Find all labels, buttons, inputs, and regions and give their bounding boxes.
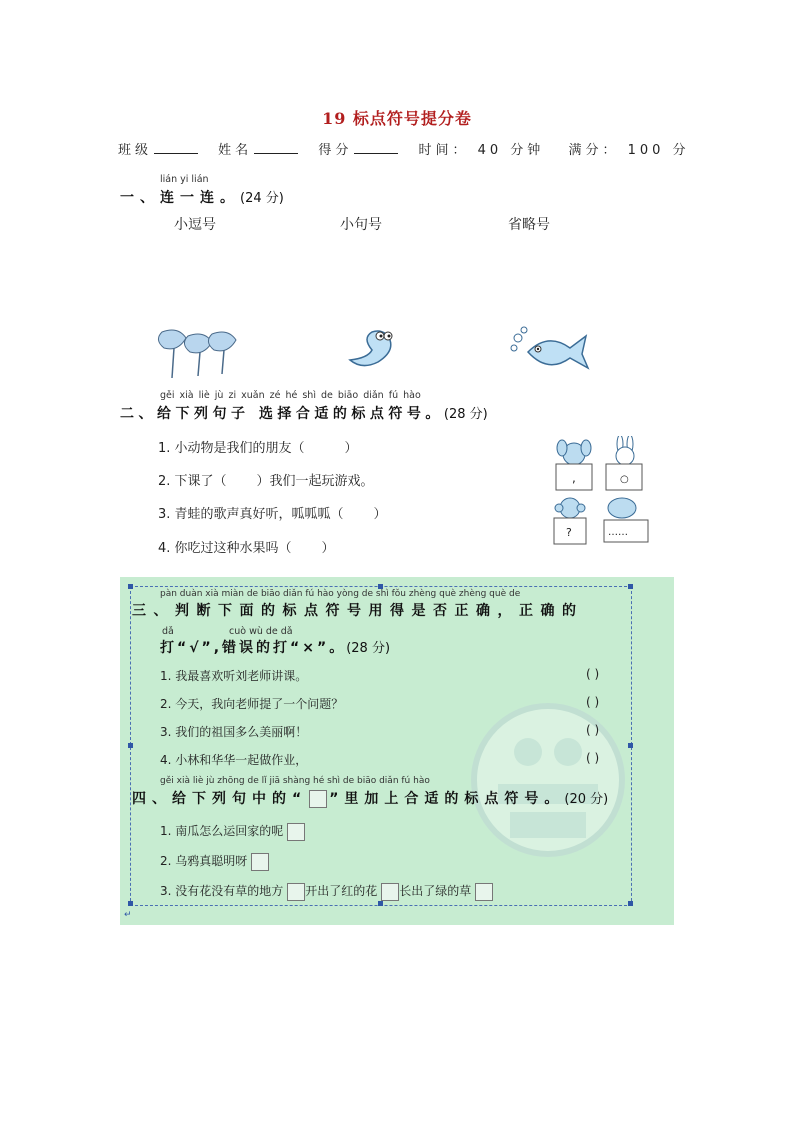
full-label: 满分： xyxy=(568,143,620,158)
label-ellipsis: 省略号 xyxy=(508,217,550,233)
resize-handle-mr[interactable] xyxy=(628,743,633,748)
section3-score: (28 分) xyxy=(346,641,391,656)
s2-item-3: 3. 青蛙的歌声真好听，呱呱呱（ ） xyxy=(158,507,387,522)
resize-handle-br[interactable] xyxy=(628,901,633,906)
section2-score: (28 分) xyxy=(443,407,488,422)
paragraph-mark-icon: ↵ xyxy=(124,910,132,920)
score-blank[interactable] xyxy=(354,141,398,154)
label-period: 小句号 xyxy=(340,217,382,233)
s4-item-2: 2. 乌鸦真聪明呀 xyxy=(160,852,269,871)
section1-pinyin: lián yi lián xyxy=(160,174,209,185)
s3-item-1: 1. 我最喜欢听刘老师讲课。 xyxy=(160,669,308,683)
section3-pinyin-1: pàn duàn xià miàn de biāo diǎn fú hào yòng de shì fǒu zhèng què zhèng què de xyxy=(160,589,521,599)
answer-box-1[interactable] xyxy=(287,823,305,841)
rabbit-icon xyxy=(606,436,642,490)
resize-handle-ml[interactable] xyxy=(128,743,133,748)
resize-handle-bl[interactable] xyxy=(128,901,133,906)
s3-item-4: 4. 小林和华华一起做作业， xyxy=(160,753,308,767)
blank-box-icon xyxy=(309,790,327,808)
elephant-icon xyxy=(604,498,648,542)
section1-heading: 一、连一连。(24 分) xyxy=(120,190,284,206)
time-label: 时间： xyxy=(418,143,470,158)
monkey-icon xyxy=(554,498,586,544)
section2-pinyin: gěi xià liè jù zi xuǎn zé hé shì de biāo diǎn fú hào xyxy=(160,390,421,401)
s3-item-2: 2. 今天，我向老师提了一个问题？ xyxy=(160,697,344,711)
animal-signs-illustration xyxy=(548,436,656,550)
info-line xyxy=(118,139,690,158)
name-label: 姓名 xyxy=(218,143,253,158)
resize-handle-bm[interactable] xyxy=(378,901,383,906)
s3-paren-4[interactable]: ( ) xyxy=(586,751,600,765)
s4-item-1: 1. 南瓜怎么运回家的呢 xyxy=(160,822,305,841)
s3-paren-2[interactable]: ( ) xyxy=(586,695,600,709)
label-comma: 小逗号 xyxy=(174,217,216,233)
section3-heading-1: 三、判断下面的标点符号用得是否正确，正确的 xyxy=(132,603,584,619)
answer-box-3a[interactable] xyxy=(287,883,305,901)
section2-heading: 二、给下列句子 选择合适的标点符号。(28 分) xyxy=(120,406,488,422)
time-value: 40 分钟 xyxy=(477,143,545,158)
answer-box-2[interactable] xyxy=(251,853,269,871)
section3-pinyin-2b: cuò wù de dǎ xyxy=(229,626,293,637)
section4-pinyin: gěi xià liè jù zhōng de lǐ jiā shàng hé shì de biāo diǎn fú hào xyxy=(160,776,430,786)
page-title: 19 标点符号提分卷 xyxy=(322,109,472,128)
section4-heading: 四、给下列句中的“ ”里加上合适的标点符号。(20 分) xyxy=(132,791,609,807)
svg-text:……: …… xyxy=(608,527,628,538)
svg-text:,: , xyxy=(572,471,576,485)
resize-handle-tr[interactable] xyxy=(628,584,633,589)
class-blank[interactable] xyxy=(154,141,198,154)
s3-paren-3[interactable]: ( ) xyxy=(586,723,600,737)
section3-heading-2: 打“√”,错误的打“×”。(28 分) xyxy=(160,640,391,656)
s3-item-3: 3. 我们的祖国多么美丽啊！ xyxy=(160,725,308,739)
section4-score: (20 分) xyxy=(564,792,609,807)
name-blank[interactable] xyxy=(254,141,298,154)
s4-item-3: 3. 没有花没有草的地方 开出了红的花 长出了绿的草 xyxy=(160,882,493,901)
tadpole-icon xyxy=(344,322,410,374)
s2-item-1: 1. 小动物是我们的朋友（ ） xyxy=(158,441,358,456)
answer-box-3b[interactable] xyxy=(381,883,399,901)
dog-icon xyxy=(556,440,592,490)
section1-score: (24 分) xyxy=(240,191,284,206)
section3-pinyin-2a: dǎ xyxy=(162,626,174,637)
answer-box-3c[interactable] xyxy=(475,883,493,901)
score-label: 得分 xyxy=(318,143,353,158)
lotus-leaves-icon xyxy=(156,328,246,380)
resize-handle-tl[interactable] xyxy=(128,584,133,589)
full-value: 100 分 xyxy=(627,143,690,158)
svg-text:?: ? xyxy=(566,526,572,539)
fish-icon xyxy=(508,326,590,376)
s3-paren-1[interactable]: ( ) xyxy=(586,667,600,681)
svg-text:○: ○ xyxy=(620,474,629,485)
s2-item-4: 4. 你吃过这种水果吗（ ） xyxy=(158,541,335,556)
class-label: 班级 xyxy=(118,143,153,158)
s2-item-2: 2. 下课了（ ）我们一起玩游戏。 xyxy=(158,474,374,489)
